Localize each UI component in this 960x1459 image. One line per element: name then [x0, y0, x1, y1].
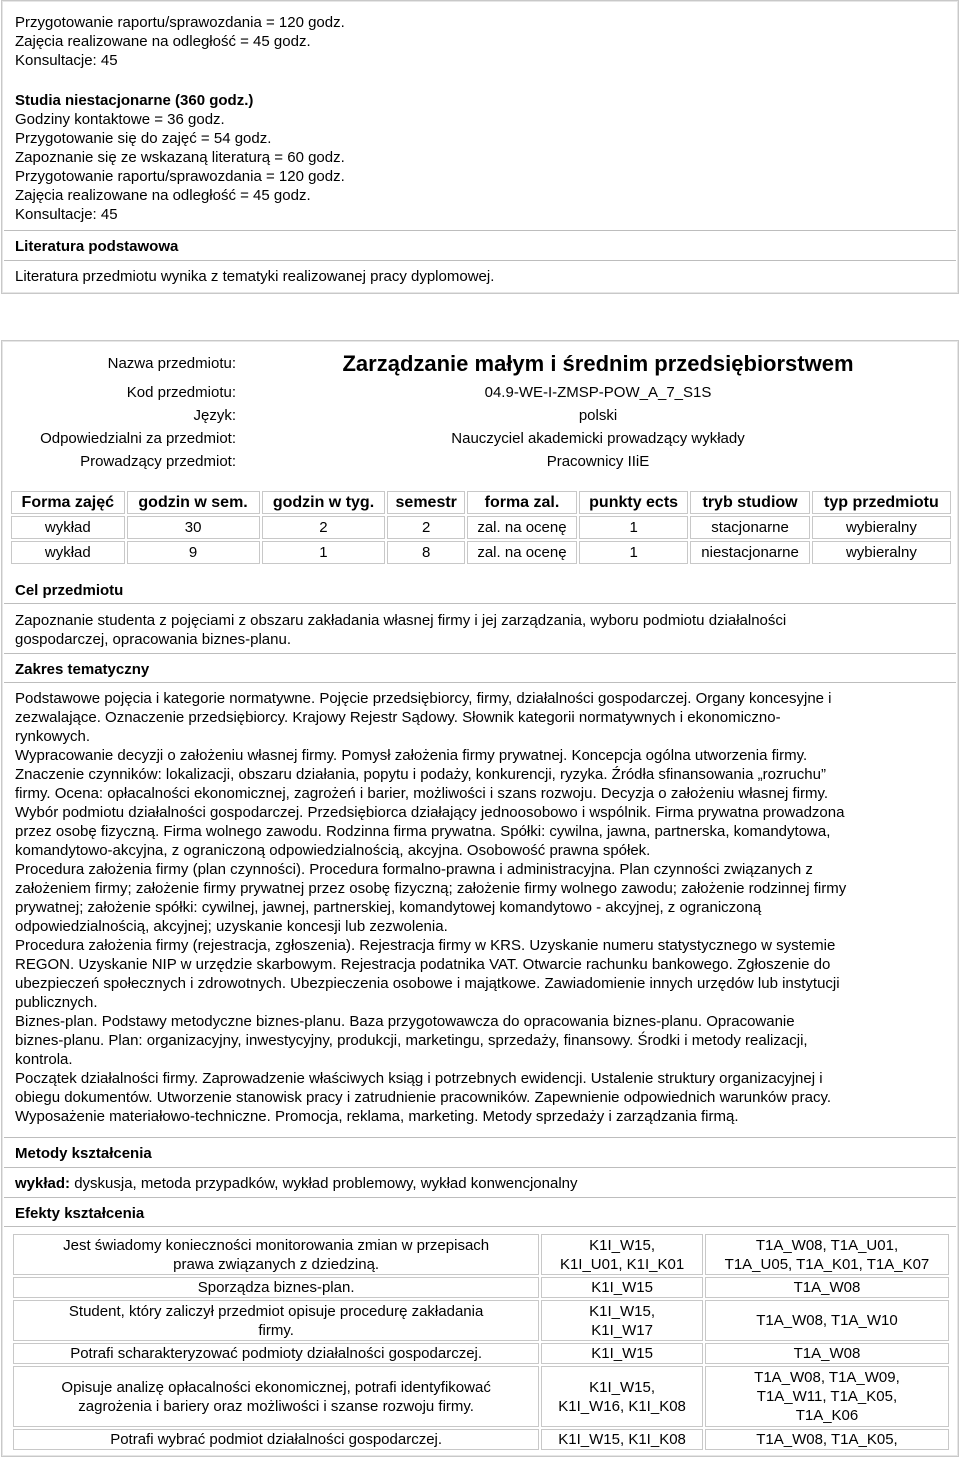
scope-line: Procedura założenia firmy (rejestracja, zgłoszenia). Rejestracja firmy w KRS. Uzyskanie numeru statystycznego w systemie	[15, 937, 836, 954]
forms-cell: niestacjonarne	[690, 541, 809, 564]
outcome-k-codes	[541, 1343, 703, 1364]
workload-line: Zajęcia realizowane na odległość = 45 godz.	[15, 187, 311, 204]
forms-cell: 30	[127, 516, 260, 539]
scope-line: obiegu dokumentów. Utworzenie stanowisk pracy i zatrudnienie pracowników. Zapewnienie odpowiednich warunków pracy.	[15, 1089, 831, 1106]
outcome-t-codes	[705, 1366, 949, 1427]
outcome-t-codes	[705, 1300, 949, 1341]
outcome-k-codes-line: K1I_W16, K1I_K08	[558, 1397, 686, 1415]
course-box	[1, 340, 959, 1457]
outcome-k-codes-line: K1I_W15	[591, 1279, 653, 1296]
outcome-t-codes	[705, 1429, 949, 1450]
forms-header-cell: semestr	[387, 491, 465, 514]
scope-line: zezwalające. Oznaczenie przedsiębiorcy. Krajowy Rejestr Sądowy. Słownik kategorii normatywnych i ekonomiczno-	[15, 709, 781, 726]
outcome-k-codes-line: K1I_U01, K1I_K01	[559, 1255, 685, 1273]
workload-line: Przygotowanie raportu/sprawozdania = 120 godz.	[15, 168, 345, 185]
forms-header-row	[11, 491, 951, 514]
methods-text	[15, 1174, 938, 1193]
outcome-k-codes	[541, 1234, 703, 1275]
outcome-k-codes-line: K1I_W15,	[589, 1302, 656, 1320]
outcome-t-codes-line: T1A_U05, T1A_K01, T1A_K07	[724, 1255, 930, 1273]
forms-header-cell: forma zal.	[467, 491, 577, 514]
forms-cell: stacjonarne	[690, 516, 809, 539]
scope-line: odpowiedzialnością, akcyjnej; uzyskanie koncesji lub zezwolenia.	[15, 918, 448, 935]
methods-heading: Metody kształcenia	[15, 1145, 152, 1162]
workload-line: Zajęcia realizowane na odległość = 45 godz.	[15, 33, 311, 50]
forms-cell: wykład	[11, 541, 125, 564]
outcome-k-codes-line: K1I_W17	[591, 1321, 653, 1339]
forms-cell: 2	[262, 516, 386, 539]
outcome-t-codes	[705, 1277, 949, 1298]
outcome-desc-line: Sporządza biznes-plan.	[197, 1279, 355, 1296]
forms-cell: zal. na ocenę	[467, 516, 577, 539]
scope-line: Biznes-plan. Podstawy metodyczne biznes-planu. Baza przygotowawcza do opracowania biznes-planu. Opracowanie	[15, 1013, 795, 1030]
workload-line: Przygotowanie raportu/sprawozdania = 120 godz.	[15, 14, 345, 31]
outcome-desc	[13, 1234, 539, 1275]
course-lang-label: Język:	[193, 407, 236, 424]
outcome-desc-line: prawa związanych z dziedziną.	[173, 1255, 380, 1273]
forms-cell: wykład	[11, 516, 125, 539]
outcome-desc-line: Jest świadomy konieczności monitorowania zmian w przepisach	[63, 1236, 490, 1254]
scope-line: Podstawowe pojęcia i kategorie normatywne. Pojęcie przedsiębiorcy, firmy, działalności gospodarczej. Organy koncesyjne i	[15, 690, 832, 707]
scope-heading: Zakres tematyczny	[15, 661, 150, 678]
outcome-k-codes	[541, 1300, 703, 1341]
course-resp-row	[6, 428, 954, 449]
scope-line: prywatnej; założenie spółki: cywilnej, jawnej, partnerskiej, komandytowej komandytowo - akcyjnej, z ograniczoną	[15, 899, 762, 916]
divider	[4, 230, 956, 231]
outcome-k-codes	[541, 1429, 703, 1450]
forms-header-cell: Forma zajęć	[11, 491, 125, 514]
outcome-row	[13, 1300, 949, 1341]
divider	[4, 1197, 956, 1198]
course-name-row	[6, 346, 954, 380]
scope-line: przez osobę fizyczną. Firma wolnego zawodu. Rodzinna firma prywatna. Spółki: cywilna, jawna, partnerska, komandytowa,	[15, 823, 831, 840]
scope-line: Wypracowanie decyzji o założeniu własnej firmy. Pomysł założenia firmy prywatnej. Koncepcja ogólna utworzenia firmy.	[15, 747, 808, 764]
outcome-t-codes	[705, 1234, 949, 1275]
divider	[4, 1137, 956, 1138]
course-lead: Pracownicy IIiE	[546, 453, 650, 470]
outcomes-heading: Efekty kształcenia	[15, 1205, 145, 1222]
outcome-t-codes-line: T1A_W11, T1A_K05,	[756, 1388, 898, 1405]
forms-cell: wybieralny	[812, 516, 951, 539]
forms-cell: 8	[387, 541, 465, 564]
scope-line: Początek działalności firmy. Zaprowadzenie właściwych ksiąg i potrzebnych ewidencji. Ustalenie struktury organizacyjnej i	[15, 1070, 823, 1087]
workload-line: Zapoznanie się ze wskazaną literaturą = 60 godz.	[15, 149, 345, 166]
forms-cell: zal. na ocenę	[467, 541, 577, 564]
scope-line: kontrola.	[15, 1051, 73, 1068]
goal-heading: Cel przedmiotu	[15, 582, 124, 599]
goal-line: gospodarczej, opracowania biznes-planu.	[15, 631, 292, 648]
literature-heading: Literatura podstawowa	[15, 238, 179, 255]
outcomes-table	[11, 1232, 951, 1452]
goal-line: Zapoznanie studenta z pojęciami z obszaru zakładania własnej firmy i jej zarządzania, wyboru podmiotu działalności	[15, 612, 787, 629]
scope-line: założeniem firmy; założenie firmy prywatnej przez osobę fizyczną; założenie firmy wolnego zawodu; założenie rodzinnej firmy	[15, 880, 847, 897]
outcome-k-codes-line: K1I_W15, K1I_K08	[558, 1431, 686, 1448]
nonstationary-title: Studia niestacjonarne (360 godz.)	[15, 92, 254, 109]
course-code: 04.9-WE-I-ZMSP-POW_A_7_S1S	[484, 384, 712, 401]
outcome-desc-line: Opisuje analizę opłacalności ekonomicznej, potrafi identyfikować	[61, 1378, 491, 1396]
divider	[4, 260, 956, 261]
scope-line: publicznych.	[15, 994, 98, 1011]
scope-line: firmy. Ocena: opłacalności ekonomicznej, zagrożeń i barier, możliwości i szans rozwoju. Decyzja o założeniu własnej firmy.	[15, 785, 829, 802]
course-name: Zarządzanie małym i średnim przedsiębiorstwem	[342, 350, 854, 376]
scope-line: Wybór podmiotu działalności gospodarczej. Przedsiębiorca działający jednoosobowo i wspólnik. Firma prywatna prowadzona	[15, 804, 845, 821]
outcome-k-codes-line: K1I_W15	[591, 1345, 653, 1362]
course-lang-row	[6, 405, 954, 426]
forms-cell: 1	[579, 541, 688, 564]
forms-row	[11, 516, 951, 539]
outcome-desc	[13, 1429, 539, 1450]
outcome-t-codes-line: T1A_W08	[793, 1279, 861, 1296]
outcome-desc-line: firmy.	[258, 1321, 294, 1339]
course-header-table	[4, 344, 956, 474]
divider	[4, 682, 956, 683]
outcome-row	[13, 1429, 949, 1450]
scope-line: Procedura założenia firmy (plan czynności). Procedura formalno-prawna i administracyjna. Plan czynności związanych z	[15, 861, 813, 878]
course-lead-label: Prowadzący przedmiot:	[80, 453, 236, 470]
forms-cell: 1	[262, 541, 386, 564]
outcome-t-codes-line: T1A_W08, T1A_W10	[756, 1312, 898, 1329]
outcome-desc	[13, 1277, 539, 1298]
forms-header-cell: punkty ects	[579, 491, 688, 514]
scope-line: rynkowych.	[15, 728, 91, 745]
outcome-row	[13, 1343, 949, 1364]
outcome-k-codes-line: K1I_W15,	[589, 1378, 656, 1396]
outcome-k-codes	[541, 1277, 703, 1298]
outcome-t-codes-line: T1A_K06	[795, 1407, 859, 1424]
workload-box	[1, 0, 959, 294]
course-lang: polski	[578, 407, 618, 424]
outcome-t-codes-line: T1A_W08, T1A_K05,	[756, 1431, 898, 1448]
scope-line: biznes-planu. Plan: organizacyjny, inwestycyjny, produkcji, marketingu, sprzedaży, finansowy. Środki i metody realizacji,	[15, 1032, 808, 1049]
workload-line: Konsultacje: 45	[15, 52, 118, 69]
outcome-desc	[13, 1300, 539, 1341]
outcome-k-codes	[541, 1366, 703, 1427]
forms-header-cell: typ przedmiotu	[812, 491, 951, 514]
outcome-desc	[13, 1366, 539, 1427]
course-resp-label: Odpowiedzialni za przedmiot:	[40, 430, 236, 447]
scope-line: ubezpieczeń społecznych i zdrowotnych. Ubezpieczenia osobowe i majątkowe. Zawiadomienie innych urzędów lub instytucji	[15, 975, 840, 992]
forms-header-cell: godzin w sem.	[127, 491, 260, 514]
workload-nonstationary-lines	[15, 110, 345, 224]
scope-line: komandytowo-akcyjna, z ograniczoną odpowiedzialnością, akcyjna. Osobowość prawna spółek.	[15, 842, 651, 859]
divider	[4, 1226, 956, 1227]
class-forms-table	[9, 489, 953, 566]
outcome-t-codes-line: T1A_W08, T1A_U01,	[755, 1236, 899, 1254]
goal-text	[15, 611, 938, 649]
methods-rest: dyskusja, metoda przypadków, wykład problemowy, wykład konwencjonalny	[70, 1175, 578, 1192]
divider	[4, 1167, 956, 1168]
literature-text: Literatura przedmiotu wynika z tematyki realizowanej pracy dyplomowej.	[15, 268, 495, 285]
scope-line: REGON. Uzyskanie NIP w urzędzie skarbowym. Rejestracja podatnika VAT. Otwarcie rachunku bankowego. Zgłoszenie do	[15, 956, 831, 973]
outcome-desc-line: Potrafi scharakteryzować podmioty działalności gospodarczej.	[70, 1345, 483, 1362]
forms-cell: 1	[579, 516, 688, 539]
forms-row	[11, 541, 951, 564]
divider	[4, 603, 956, 604]
workload-line: Konsultacje: 45	[15, 206, 118, 223]
divider	[4, 653, 956, 654]
forms-cell: 9	[127, 541, 260, 564]
outcome-desc-line: Potrafi wybrać podmiot działalności gospodarczej.	[110, 1431, 443, 1448]
course-code-row	[6, 382, 954, 403]
forms-cell: 2	[387, 516, 465, 539]
scope-line: Wyposażenie materiałowo-techniczne. Promocja, reklama, marketing. Metody sprzedaży i zarządzania firmą.	[15, 1108, 739, 1125]
forms-header-cell: tryb studiow	[690, 491, 809, 514]
scope-line: Znaczenie czynników: lokalizacji, obszaru działania, popytu i podaży, konkurencji, ryzyka. Źródła sfinansowania „rozruchu”	[15, 766, 826, 783]
outcome-t-codes	[705, 1343, 949, 1364]
outcome-row	[13, 1234, 949, 1275]
workload-line: Godziny kontaktowe = 36 godz.	[15, 111, 225, 128]
outcome-row	[13, 1277, 949, 1298]
course-name-label: Nazwa przedmiotu:	[107, 354, 236, 372]
outcome-row	[13, 1366, 949, 1427]
outcome-desc-line: zagrożenia i bariery oraz możliwości i szanse rozwoju firmy.	[78, 1397, 474, 1415]
outcome-k-codes-line: K1I_W15,	[589, 1236, 656, 1254]
workload-stationary-lines	[15, 13, 345, 70]
forms-cell: wybieralny	[812, 541, 951, 564]
outcome-t-codes-line: T1A_W08	[793, 1345, 861, 1362]
workload-line: Przygotowanie się do zajęć = 54 godz.	[15, 130, 272, 147]
forms-header-cell: godzin w tyg.	[262, 491, 386, 514]
outcome-t-codes-line: T1A_W08, T1A_W09,	[754, 1369, 900, 1386]
scope-text	[15, 689, 938, 1126]
methods-bold: wykład:	[15, 1175, 71, 1192]
course-lead-row	[6, 451, 954, 472]
course-code-label: Kod przedmiotu:	[126, 384, 236, 401]
course-resp: Nauczyciel akademicki prowadzący wykłady	[451, 430, 745, 447]
outcome-desc-line: Student, który zaliczył przedmiot opisuje procedurę zakładania	[68, 1302, 484, 1320]
outcome-desc	[13, 1343, 539, 1364]
